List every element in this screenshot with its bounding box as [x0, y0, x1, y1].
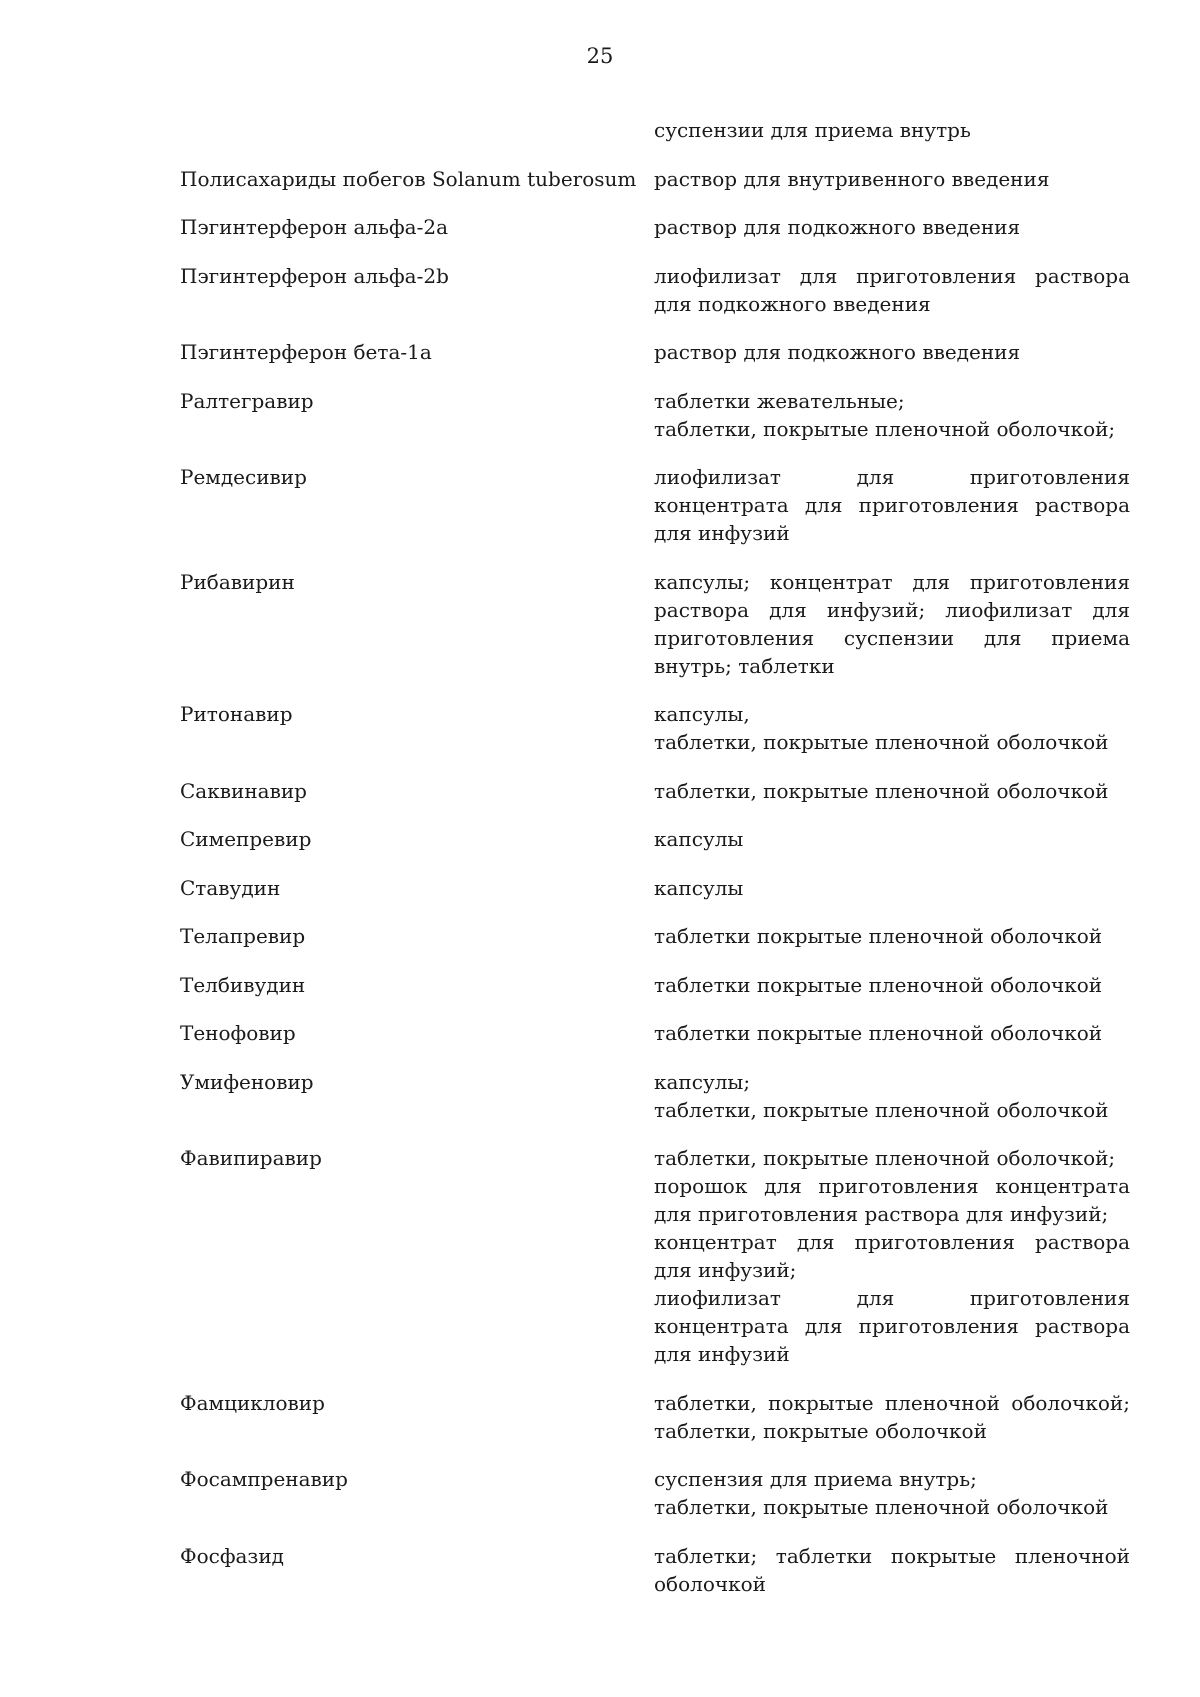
dosage-form: таблетки, покрытые пленочной оболочкой: [654, 730, 1109, 754]
dosage-form-cell: [654, 1542, 1130, 1619]
drug-table: [180, 116, 1130, 1618]
drug-name: Ритонавир: [180, 702, 293, 726]
table-row: [180, 874, 1130, 923]
drug-table-body: [180, 116, 1130, 1618]
dosage-form-cell: [654, 825, 1130, 874]
dosage-form: таблетки, покрытые пленочной оболочкой; таблетки, покрытые оболочкой: [654, 1390, 1130, 1443]
table-row: [180, 568, 1130, 701]
drug-name: Пэгинтерферон бета-1а: [180, 340, 432, 364]
dosage-form: таблетки, покрытые пленочной оболочкой: [654, 1495, 1109, 1519]
dosage-form-cell: [654, 1144, 1130, 1389]
dosage-form: раствор для подкожного введения: [654, 340, 1021, 364]
dosage-form: лиофилизат для приготовления концентрата для приготовления раствора для инфузий: [654, 1286, 1130, 1366]
table-row: [180, 387, 1130, 464]
drug-name: Фосфазид: [180, 1543, 284, 1568]
dosage-form: таблетки, покрытые пленочной оболочкой;: [654, 416, 1116, 441]
dosage-form: таблетки; таблетки покрытые пленочной оболочкой: [654, 1543, 1130, 1596]
dosage-form: капсулы: [654, 875, 744, 900]
dosage-form-cell: [654, 700, 1130, 777]
dosage-form-cell: [654, 213, 1130, 262]
dosage-form-cell: [654, 387, 1130, 464]
drug-name: Умифеновир: [180, 1069, 314, 1094]
dosage-form: раствор для внутривенного введения: [654, 166, 1050, 191]
dosage-form: лиофилизат для приготовления раствора для подкожного введения: [654, 263, 1130, 316]
dosage-form-cell: [654, 971, 1130, 1020]
table-row: [180, 463, 1130, 568]
dosage-form-cell: [654, 1389, 1130, 1466]
table-row: [180, 922, 1130, 971]
table-row: [180, 1068, 1130, 1145]
drug-name: Фамцикловир: [180, 1390, 325, 1415]
table-row: [180, 116, 1130, 165]
table-row: [180, 1389, 1130, 1466]
dosage-form: таблетки, покрытые пленочной оболочкой;: [654, 1146, 1116, 1170]
dosage-form: таблетки покрытые пленочной оболочкой: [654, 972, 1103, 997]
dosage-form: таблетки покрытые пленочной оболочкой: [654, 1021, 1103, 1045]
table-row: [180, 825, 1130, 874]
drug-name: Фосампренавир: [180, 1467, 348, 1491]
dosage-form: порошок для приготовления концентрата для приготовления раствора для инфузий;: [654, 1174, 1130, 1226]
table-row: [180, 1465, 1130, 1542]
table-row: [180, 213, 1130, 262]
dosage-form-cell: [654, 568, 1130, 701]
table-row: [180, 1019, 1130, 1068]
dosage-form: таблетки, покрытые пленочной оболочкой: [654, 778, 1109, 803]
page-number: 25: [586, 44, 614, 68]
dosage-form: капсулы; концентрат для приготовления раствора для инфузий; лиофилизат для приготовления суспензии для приема внутрь; таблетки: [654, 569, 1130, 678]
drug-name: Ралтегравир: [180, 388, 314, 413]
dosage-form: таблетки, покрытые пленочной оболочкой: [654, 1097, 1109, 1122]
drug-name: [180, 116, 654, 165]
dosage-form-cell: [654, 777, 1130, 826]
dosage-form-cell: [654, 338, 1130, 387]
drug-name: Рибавирин: [180, 569, 295, 594]
dosage-form-cell: [654, 874, 1130, 923]
dosage-form: капсулы,: [654, 702, 750, 726]
drug-name: Ремдесивир: [180, 465, 307, 489]
drug-name: Ставудин: [180, 875, 281, 900]
drug-name: Телбивудин: [180, 972, 306, 997]
table-row: [180, 1542, 1130, 1619]
dosage-form-cell: [654, 463, 1130, 568]
drug-name: Саквинавир: [180, 778, 307, 803]
dosage-form-cell: [654, 262, 1130, 339]
table-row: [180, 971, 1130, 1020]
dosage-form: суспензия для приема внутрь;: [654, 1467, 977, 1491]
dosage-form: таблетки жевательные;: [654, 388, 905, 413]
dosage-form: капсулы;: [654, 1069, 751, 1094]
dosage-form-cell: [654, 165, 1130, 214]
dosage-form-cell: [654, 1068, 1130, 1145]
dosage-form-cell: [654, 1019, 1130, 1068]
dosage-form: концентрат для приготовления раствора для инфузий;: [654, 1230, 1130, 1282]
table-row: [180, 165, 1130, 214]
dosage-form-cell: [654, 922, 1130, 971]
drug-name: Тенофовир: [180, 1021, 296, 1045]
drug-name: Пэгинтерферон альфа-2b: [180, 263, 449, 288]
dosage-form-cell: [654, 116, 1130, 165]
drug-name: Полисахариды побегов Solanum tuberosum: [180, 166, 637, 191]
table-row: [180, 700, 1130, 777]
dosage-form-cell: [654, 1465, 1130, 1542]
dosage-form: суспензии для приема внутрь: [654, 118, 971, 142]
dosage-form: лиофилизат для приготовления концентрата для приготовления раствора для инфузий: [654, 465, 1130, 545]
drug-name: Симепревир: [180, 827, 312, 851]
dosage-form: таблетки покрытые пленочной оболочкой: [654, 924, 1103, 948]
drug-name: Пэгинтерферон альфа-2а: [180, 215, 449, 239]
drug-name: Телапревир: [180, 924, 306, 948]
dosage-form: капсулы: [654, 827, 744, 851]
table-row: [180, 262, 1130, 339]
table-row: [180, 777, 1130, 826]
drug-name: Фавипиравир: [180, 1146, 322, 1170]
table-row: [180, 1144, 1130, 1389]
table-row: [180, 338, 1130, 387]
dosage-form: раствор для подкожного введения: [654, 215, 1021, 239]
